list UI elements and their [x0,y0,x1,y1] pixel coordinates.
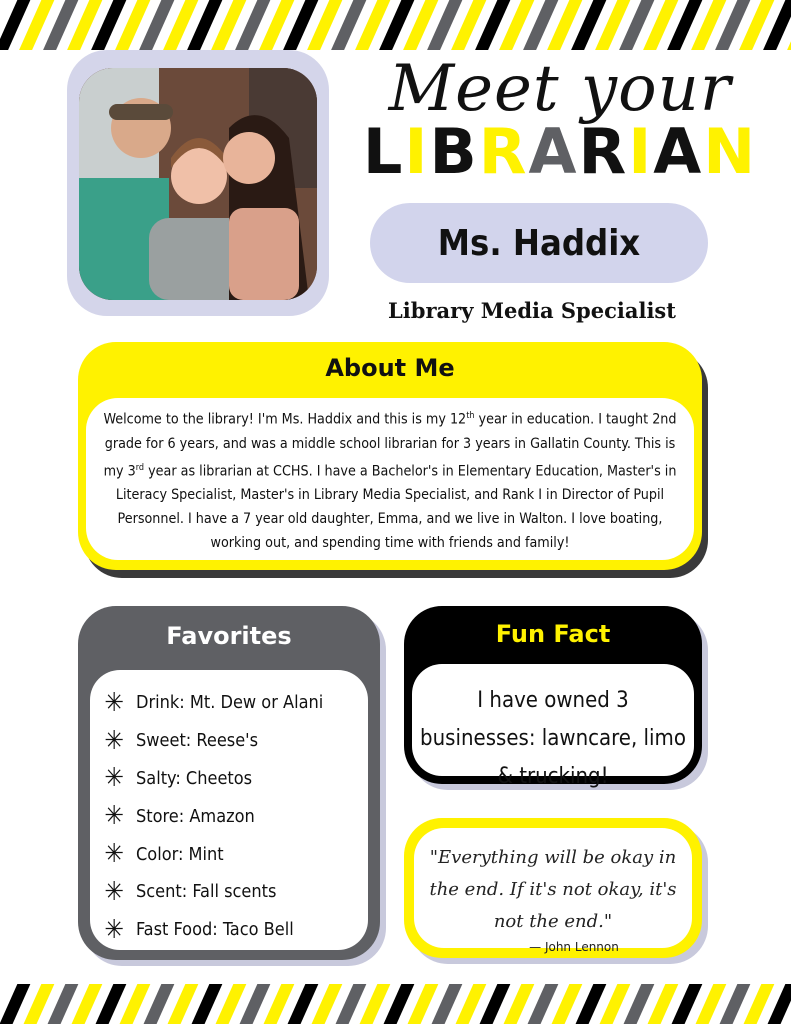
title-letter: A [653,115,704,188]
fun-fact-body [412,664,694,789]
family-photo [79,68,317,300]
librarian-role: Library Media Specialist [388,298,676,323]
bottom-stripe-border [0,984,791,1024]
favorite-item-label: Scent: Fall scents [136,881,277,903]
favorite-item [100,684,323,722]
favorite-item-label: Salty: Cheetos [136,767,253,789]
favorites-card [78,606,380,960]
favorite-item-label: Store: Amazon [136,805,255,827]
quote-card [404,818,702,958]
favorites-title: Favorites [166,622,292,650]
name-badge [370,203,708,283]
favorite-item [100,722,323,760]
asterisk-bullet-icon: ✳ [104,914,124,945]
title-letter: R [478,115,529,188]
about-me-body [86,398,694,560]
title-letter: N [703,115,758,188]
title-letter: I [628,115,654,188]
about-me-title: About Me [325,354,455,382]
favorites-body [90,670,368,950]
favorite-item-label: Sweet: Reese's [136,730,259,752]
librarian-title [340,115,780,188]
asterisk-bullet-icon: ✳ [104,876,124,907]
title-letter: L [362,115,405,188]
favorite-item [100,911,323,949]
quote-author: — John Lennon [529,940,619,954]
title-letter: B [429,115,479,188]
quote-body [414,828,692,954]
favorite-item [100,760,323,798]
about-me-text: Welcome to the library! I'm Ms. Haddix and this is my 12th year in education. I taught 2nd grade for 6 years, and was a middle school librarian for 3 years in Gallatin County. This is my 3rd year as librarian at CCHS. I have a Bachelor's in Elementary Education, Master's in Literacy Specialist, Master's in Library Media Specialist, and Rank I in Director of Pupil Personnel. I have a 7 year old daughter, Emma, and we live in Walton. I love boating, working out, and spending time with friends and family! [103,411,677,552]
favorite-item [100,873,323,911]
favorite-item [100,835,323,873]
asterisk-bullet-icon: ✳ [104,763,124,794]
favorites-list [100,684,323,949]
librarian-name: Ms. Haddix [437,222,641,264]
title-letter: R [578,115,629,188]
fun-fact-title: Fun Fact [495,620,611,648]
favorite-item [100,797,323,835]
asterisk-bullet-icon: ✳ [104,725,124,756]
favorite-item-label: Drink: Mt. Dew or Alani [136,692,324,714]
asterisk-bullet-icon: ✳ [104,801,124,832]
asterisk-bullet-icon: ✳ [104,839,124,870]
title-letter: I [404,115,430,188]
favorite-item-label: Fast Food: Taco Bell [136,919,294,941]
asterisk-bullet-icon: ✳ [104,687,124,718]
about-me-card [78,342,702,570]
quote-text: "Everything will be okay in the end. If it's not okay, it's not the end." [429,847,677,932]
photo-frame [67,50,329,316]
title-letter: A [528,115,579,188]
fun-fact-text: I have owned 3 businesses: lawncare, limo & trucking! [420,688,686,789]
favorite-item-label: Color: Mint [136,843,224,865]
meet-your-text: Meet your [388,52,732,126]
fun-fact-card [404,606,702,789]
family-photo-illustration [79,68,317,300]
